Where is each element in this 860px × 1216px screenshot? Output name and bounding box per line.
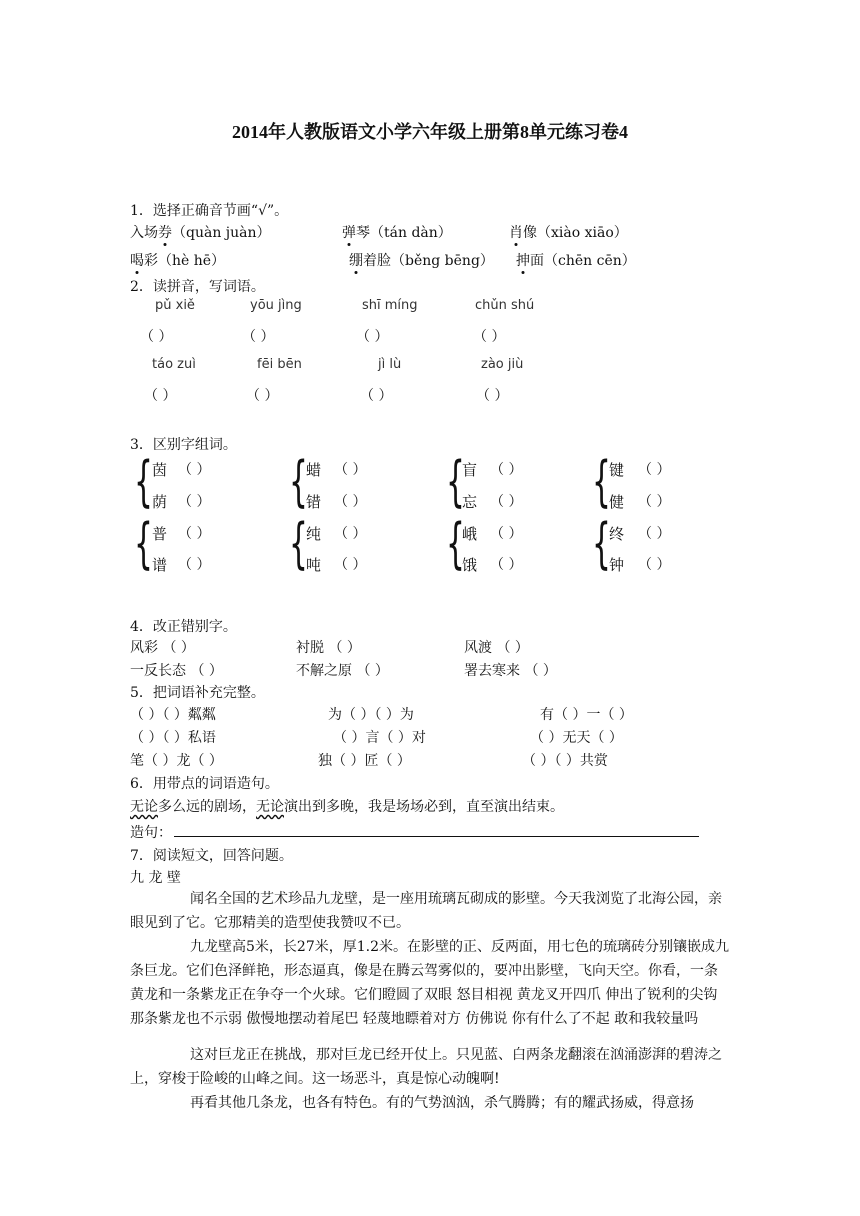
- q5-item: （ ）（ ）共赏: [522, 753, 608, 769]
- q5-item: 笔（ ）龙（ ）: [130, 753, 223, 769]
- q3-heading: 3．区别字组词。: [130, 437, 237, 453]
- q1-item: 绷着脸（běng bēng）: [349, 253, 494, 269]
- q1-item: 喝彩（hè hē）: [130, 253, 226, 269]
- char: 饿: [462, 556, 478, 574]
- q6-heading: 6．用带点的词语造句。: [130, 776, 279, 792]
- q1-item: 弹琴（tán dàn）: [342, 225, 452, 241]
- q2-heading: 2．读拼音，写词语。: [130, 279, 265, 295]
- brace-icon: {: [446, 512, 465, 575]
- brace-icon: {: [289, 450, 308, 513]
- brace-icon: {: [446, 450, 465, 513]
- char: 键: [609, 461, 625, 479]
- pinyin: zào jiù: [481, 357, 524, 372]
- brace-icon: {: [134, 512, 153, 575]
- answer-blank[interactable]: （ ）: [490, 494, 523, 510]
- q5-item: （ ）言（ ）对: [333, 730, 426, 746]
- answer-blank[interactable]: （ ）: [476, 388, 509, 404]
- q4-item: 一反长态 （ ）: [130, 663, 223, 679]
- char: 峨: [462, 525, 478, 543]
- answer-blank[interactable]: （ ）: [360, 388, 393, 404]
- brace-icon: {: [289, 512, 308, 575]
- answer-blank[interactable]: （ ）: [490, 557, 523, 573]
- char: 蜡: [306, 461, 322, 479]
- answer-blank[interactable]: （ ）: [638, 526, 671, 542]
- char: 健: [609, 493, 625, 511]
- brace-icon: {: [592, 450, 611, 513]
- q4-item: 不解之原 （ ）: [296, 663, 389, 679]
- answer-blank[interactable]: （ ）: [334, 526, 367, 542]
- char: 荫: [152, 493, 168, 511]
- answer-blank[interactable]: （ ）: [178, 526, 211, 542]
- article-paragraph: 九龙壁高5米，长27米，厚1.2米。在影壁的正、反两面，用七色的琉璃砖分别镶嵌成九条巨龙。它们色泽鲜艳，形态逼真，像是在腾云驾雾似的，要冲出影壁，飞向天空。你看，一条黄龙和一条紫龙正在争夺一个火球。它们瞪圆了双眼 怒目相视 黄龙叉开四爪 伸出了锐利的尖钩 那条紫龙也不示弱 傲慢地摆动着尾巴 轻蔑地瞟着对方 仿佛说 你有什么了不起 敢和我较量吗: [130, 939, 729, 1027]
- brace-icon: {: [134, 450, 153, 513]
- answer-blank[interactable]: （ ）: [144, 388, 177, 404]
- q1-item: 肖像（xiào xiāo）: [509, 225, 628, 241]
- answer-blank[interactable]: （ ）: [242, 329, 275, 345]
- char: 茵: [152, 461, 168, 479]
- pinyin: chǔn shú: [475, 298, 535, 313]
- char: 吨: [306, 556, 322, 574]
- q1-item: 入场券（quàn juàn）: [130, 225, 271, 241]
- char: 普: [152, 525, 168, 543]
- q4-item: 风渡 （ ）: [464, 640, 529, 656]
- char: 忘: [462, 493, 478, 511]
- pinyin: fēi bēn: [257, 357, 302, 372]
- pinyin: pǔ xiě: [155, 298, 195, 313]
- char: 钟: [609, 556, 625, 574]
- answer-blank[interactable]: （ ）: [473, 329, 506, 345]
- answer-blank[interactable]: （ ）: [490, 526, 523, 542]
- q4-item: 署去寒来 （ ）: [464, 663, 557, 679]
- q4-item: 风彩 （ ）: [130, 640, 195, 656]
- answer-blank[interactable]: （ ）: [638, 557, 671, 573]
- char: 盲: [462, 461, 478, 479]
- brace-icon: {: [592, 512, 611, 575]
- answer-blank[interactable]: （ ）: [334, 557, 367, 573]
- pinyin: jì lù: [378, 357, 402, 372]
- q5-item: 为（ ）（ ）为: [328, 707, 414, 723]
- answer-blank[interactable]: （ ）: [246, 388, 279, 404]
- q1-heading: 1．选择正确音节画“√”。: [130, 203, 289, 219]
- answer-blank[interactable]: （ ）: [178, 462, 211, 478]
- q4-item: 衬脱 （ ）: [296, 640, 361, 656]
- answer-blank[interactable]: （ ）: [334, 462, 367, 478]
- answer-blank[interactable]: （ ）: [638, 462, 671, 478]
- answer-blank[interactable]: （ ）: [178, 557, 211, 573]
- article-paragraph: 再看其他几条龙，也各有特色。有的气势汹汹，杀气腾腾；有的耀武扬威，得意扬: [190, 1095, 694, 1111]
- answer-blank[interactable]: （ ）: [334, 494, 367, 510]
- article-paragraph: 闻名全国的艺术珍品九龙壁，是一座用琉璃瓦砌成的影壁。今天我浏览了北海公园，亲眼见到了它。它那精美的造型使我赞叹不已。: [130, 891, 722, 931]
- q1-item: 抻面（chēn cēn）: [516, 253, 636, 269]
- q4-heading: 4．改正错别字。: [130, 619, 237, 635]
- article-title: 九 龙 壁: [130, 870, 181, 886]
- answer-line[interactable]: [174, 836, 699, 837]
- article-paragraph: 这对巨龙正在挑战，那对巨龙已经开仗上。只见蓝、白两条龙翻滚在汹涌澎湃的碧涛之上，穿梭于险峻的山峰之间。这一场恶斗，真是惊心动魄啊!: [130, 1047, 722, 1087]
- q5-heading: 5．把词语补充完整。: [130, 685, 265, 701]
- answer-blank[interactable]: （ ）: [178, 494, 211, 510]
- q6-sentence: 无论多么远的剧场，无论演出到多晚，我是场场必到，直至演出结束。: [130, 799, 564, 815]
- char: 纯: [306, 525, 322, 543]
- q5-item: 独（ ）匠（ ）: [318, 753, 411, 769]
- answer-blank[interactable]: （ ）: [140, 329, 173, 345]
- page-title: 2014年人教版语文小学六年级上册第8单元练习卷4: [232, 122, 628, 142]
- answer-blank[interactable]: （ ）: [490, 462, 523, 478]
- q5-item: （ ）无天（ ）: [530, 730, 623, 746]
- char: 谱: [152, 556, 168, 574]
- q5-item: （ ）（ ）粼粼: [130, 707, 216, 723]
- pinyin: yōu jìng: [250, 298, 302, 313]
- q6-label: 造句：: [130, 825, 172, 841]
- q5-item: 有（ ）一（ ）: [540, 707, 633, 723]
- pinyin: táo zuì: [152, 357, 196, 372]
- answer-blank[interactable]: （ ）: [638, 494, 671, 510]
- answer-blank[interactable]: （ ）: [356, 329, 389, 345]
- char: 终: [609, 525, 625, 543]
- pinyin: shī míng: [362, 298, 418, 313]
- q5-item: （ ）（ ）私语: [130, 730, 216, 746]
- q7-heading: 7．阅读短文，回答问题。: [130, 848, 293, 864]
- char: 错: [306, 493, 322, 511]
